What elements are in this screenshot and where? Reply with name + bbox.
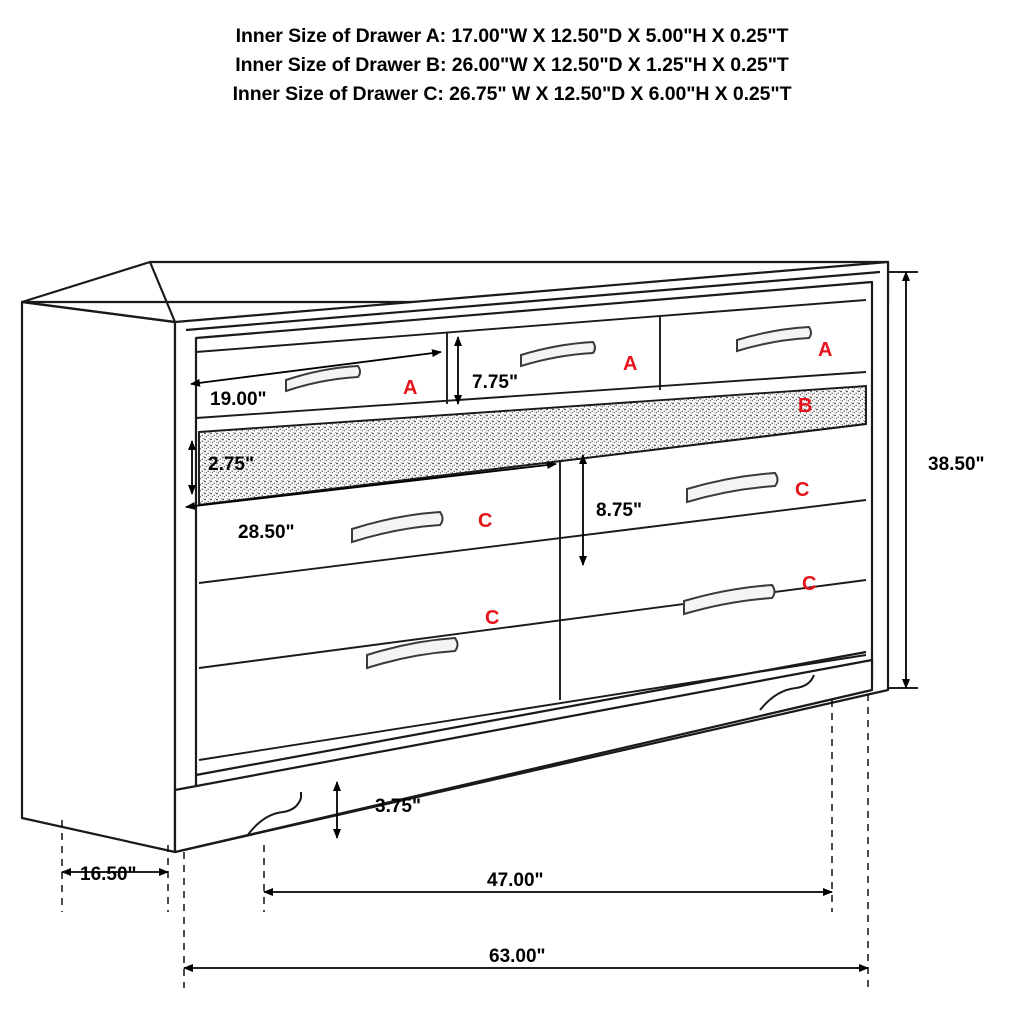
drawer-label-b: B <box>798 395 813 417</box>
drawer-label-c-top-right: C <box>795 479 810 501</box>
drawer-label-a-left: A <box>403 377 418 399</box>
dim-63-00: 63.00" <box>489 946 546 967</box>
drawer-label-a-middle: A <box>623 353 638 375</box>
spec-line-drawer-b: Inner Size of Drawer B: 26.00"W X 12.50"D X 1.25"H X 0.25"T <box>235 54 789 76</box>
spec-line-drawer-a: Inner Size of Drawer A: 17.00"W X 12.50"D X 5.00"H X 0.25"T <box>235 25 789 47</box>
drawer-label-c-bottom-right: C <box>802 573 817 595</box>
dim-28-50: 28.50" <box>238 522 295 543</box>
dim-16-50: 16.50" <box>80 864 137 885</box>
spec-line-drawer-c: Inner Size of Drawer C: 26.75" W X 12.50"D X 6.00"H X 0.25"T <box>232 83 792 105</box>
dim-19-00: 19.00" <box>210 389 267 410</box>
dim-7-75: 7.75" <box>472 372 518 393</box>
dim-8-75: 8.75" <box>596 500 642 521</box>
drawer-label-c-bottom-left: C <box>485 607 500 629</box>
dim-38-50: 38.50" <box>928 454 985 475</box>
dim-47-00: 47.00" <box>487 870 544 891</box>
drawer-label-c-top-left: C <box>478 510 493 532</box>
drawer-label-a-right: A <box>818 339 833 361</box>
dim-3-75: 3.75" <box>375 796 421 817</box>
dim-2-75: 2.75" <box>208 454 254 475</box>
